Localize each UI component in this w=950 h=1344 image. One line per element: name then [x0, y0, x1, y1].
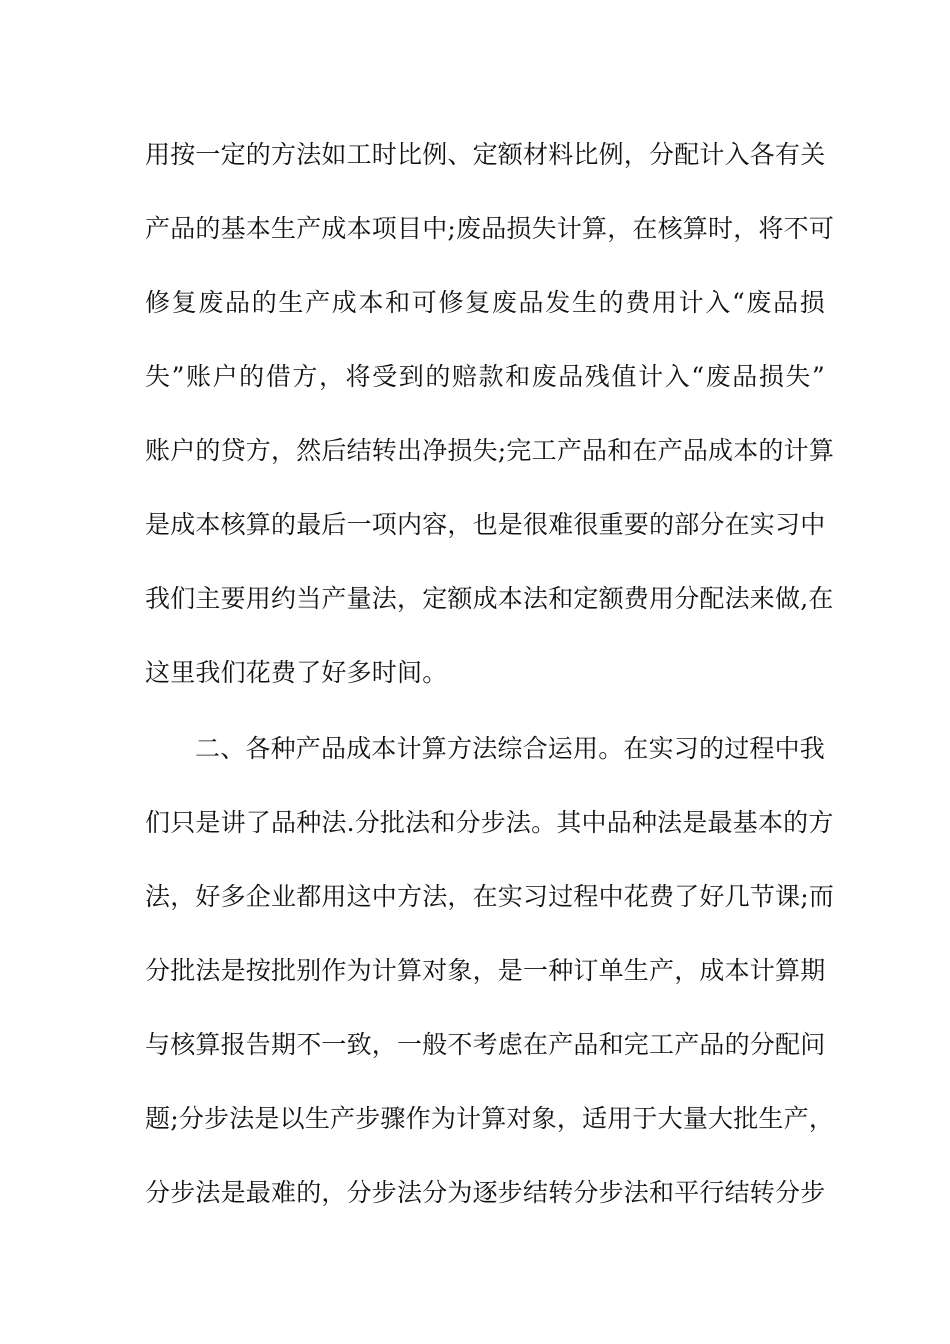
text-line: 修复废品的生产成本和可修复废品发生的费用计入“废品损: [145, 288, 825, 317]
text-line: 与核算报告期不一致，一般不考虑在产品和完工产品的分配问: [145, 1030, 826, 1059]
text-line: 分步法是最难的，分步法分为逐步结转分步法和平行结转分步: [145, 1178, 826, 1207]
text-line: 账户的贷方，然后结转出净损失;完工产品和在产品成本的计算: [145, 436, 835, 465]
text-line: 产品的基本生产成本项目中;废品损失计算，在核算时，将不可: [145, 214, 835, 243]
text-line: 分批法是按批别作为计算对象，是一种订单生产，成本计算期: [145, 956, 826, 985]
text-line: 我们主要用约当产量法，定额成本法和定额费用分配法来做,在: [145, 584, 834, 613]
text-line: 法，好多企业都用这中方法，在实习过程中花费了好几节课;而: [145, 882, 835, 911]
text-line: 失”账户的借方，将受到的赔款和废品残值计入“废品损失”: [145, 362, 825, 391]
paragraph-first-line: 二、各种产品成本计算方法综合运用。在实习的过程中我: [195, 734, 826, 763]
text-line: 题;分步法是以生产步骤作为计算对象，适用于大量大批生产，: [145, 1104, 835, 1133]
text-line: 是成本核算的最后一项内容，也是很难很重要的部分在实习中: [145, 510, 826, 539]
text-line: 这里我们花费了好多时间。: [145, 658, 448, 687]
text-line: 用按一定的方法如工时比例、定额材料比例，分配计入各有关: [145, 140, 826, 169]
text-line: 们只是讲了品种法.分批法和分步法。其中品种法是最基本的方: [145, 808, 834, 837]
